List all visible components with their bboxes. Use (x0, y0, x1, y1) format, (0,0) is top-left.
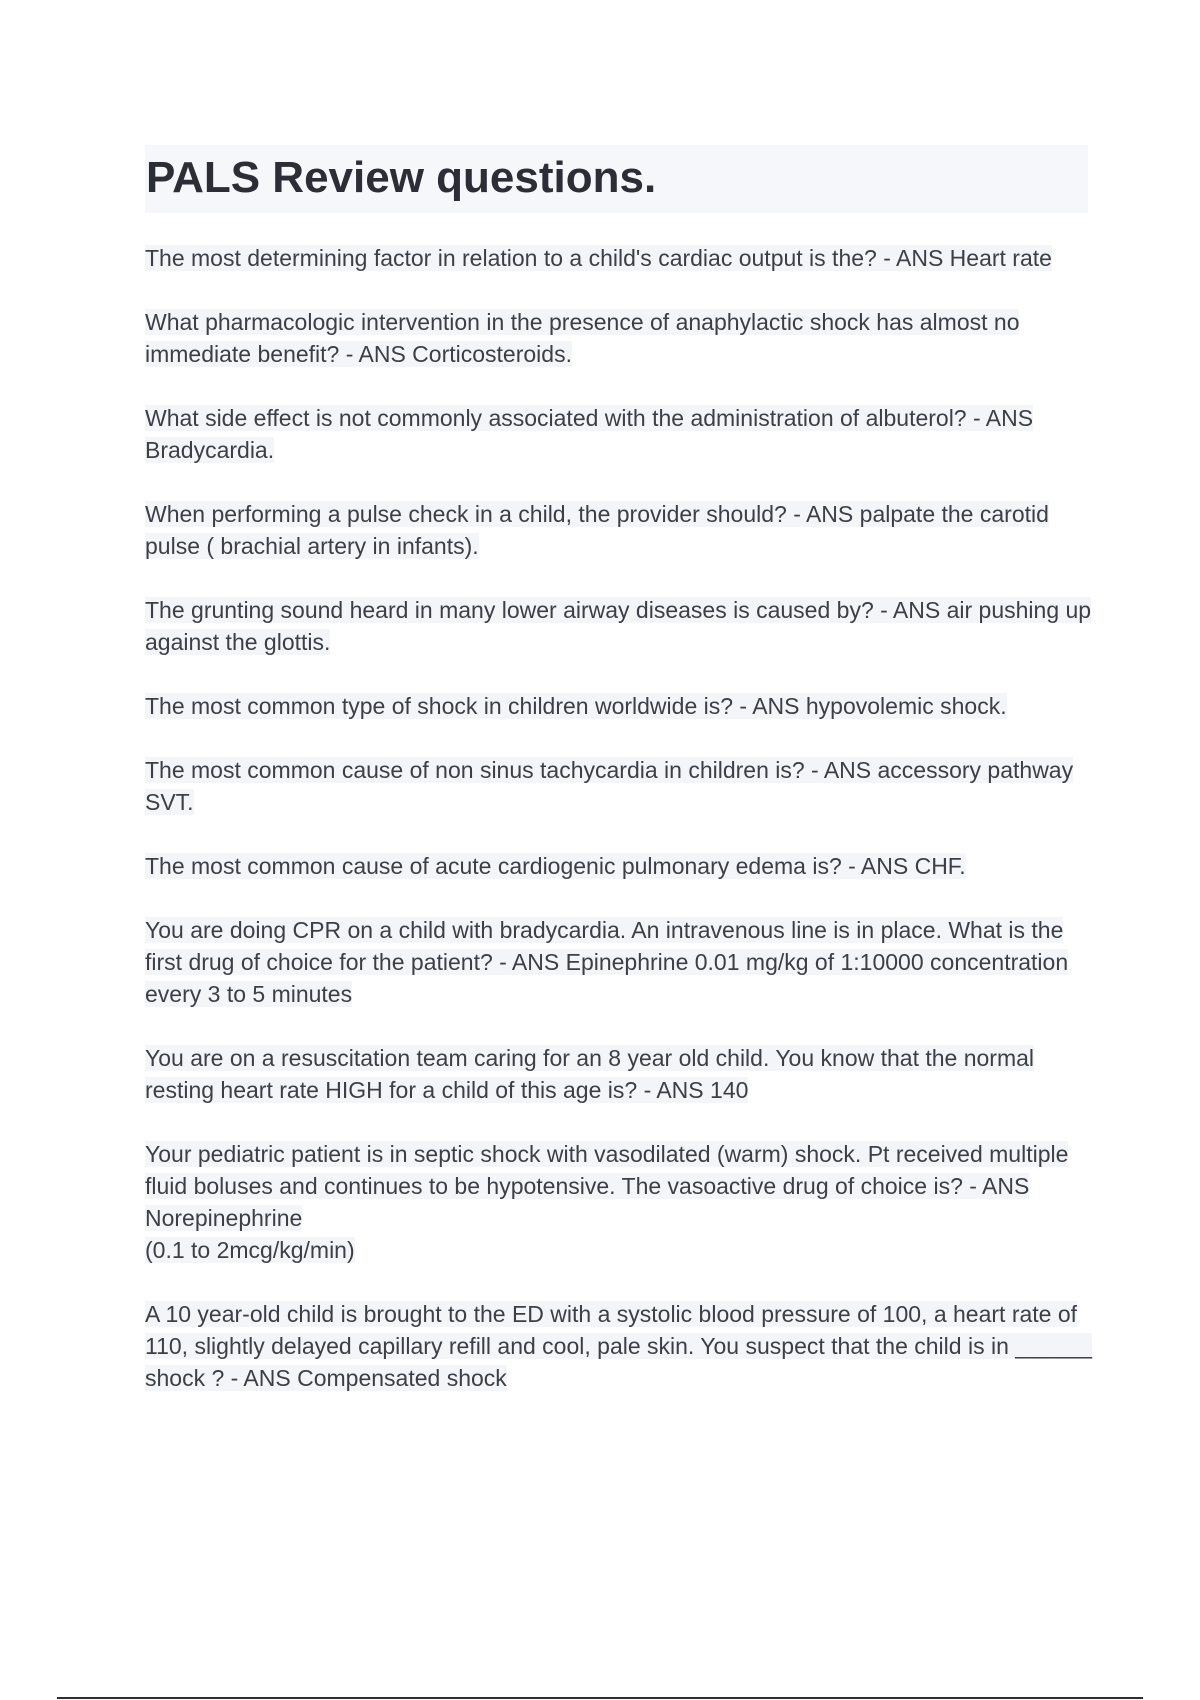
qa-text: A 10 year-old child is brought to the ED with a systolic blood pressure of 100, a heart rate of 110, slightly delayed capillary refill and cool, pale skin. You suspect that the child is in ______ shock ? - ANS Compensated shock (145, 1301, 1092, 1391)
qa-text: You are on a resuscitation team caring for an 8 year old child. You know that the normal resting heart rate HIGH for a child of this age is? - ANS 140 (145, 1045, 1035, 1103)
qa-text: The most common cause of non sinus tachycardia in children is? - ANS accessory pathway SVT. (145, 757, 1074, 815)
page-title: PALS Review questions. (146, 153, 657, 202)
qa-text: Your pediatric patient is in septic shock with vasodilated (warm) shock. Pt received multiple fluid boluses and continues to be hypotensive. The vasoactive drug of choice is? - ANS Norepinephrine (145, 1141, 1069, 1231)
qa-extra-text: (0.1 to 2mcg/kg/min) (145, 1237, 355, 1263)
qa-text: What side effect is not commonly associated with the administration of albuterol? - ANS Bradycardia. (145, 405, 1034, 463)
qa-text: The grunting sound heard in many lower airway diseases is caused by? - ANS air pushing up against the glottis. (145, 597, 1092, 655)
qa-item (145, 914, 1095, 1010)
footer-divider (57, 1697, 1143, 1699)
qa-text: The most common cause of acute cardiogenic pulmonary edema is? - ANS CHF. (145, 853, 966, 879)
qa-item (145, 402, 1095, 466)
qa-item (145, 690, 1095, 722)
qa-item (145, 498, 1095, 562)
qa-item (145, 594, 1095, 658)
qa-text: The most determining factor in relation to a child's cardiac output is the? - ANS Heart rate (145, 245, 1052, 271)
qa-text: What pharmacologic intervention in the presence of anaphylactic shock has almost no immediate benefit? - ANS Corticosteroids. (145, 309, 1020, 367)
qa-list (145, 242, 1095, 1426)
qa-item (145, 1298, 1095, 1394)
qa-item (145, 1042, 1095, 1106)
qa-item (145, 754, 1095, 818)
qa-item (145, 242, 1095, 274)
qa-item (145, 1138, 1095, 1266)
qa-item (145, 306, 1095, 370)
qa-item (145, 850, 1095, 882)
qa-text: You are doing CPR on a child with bradycardia. An intravenous line is in place. What is the first drug of choice for the patient? - ANS Epinephrine 0.01 mg/kg of 1:10000 concentration every 3 to 5 minutes (145, 917, 1069, 1007)
qa-text: When performing a pulse check in a child, the provider should? - ANS palpate the carotid pulse ( brachial artery in infants). (145, 501, 1049, 559)
qa-text: The most common type of shock in children worldwide is? - ANS hypovolemic shock. (145, 693, 1007, 719)
